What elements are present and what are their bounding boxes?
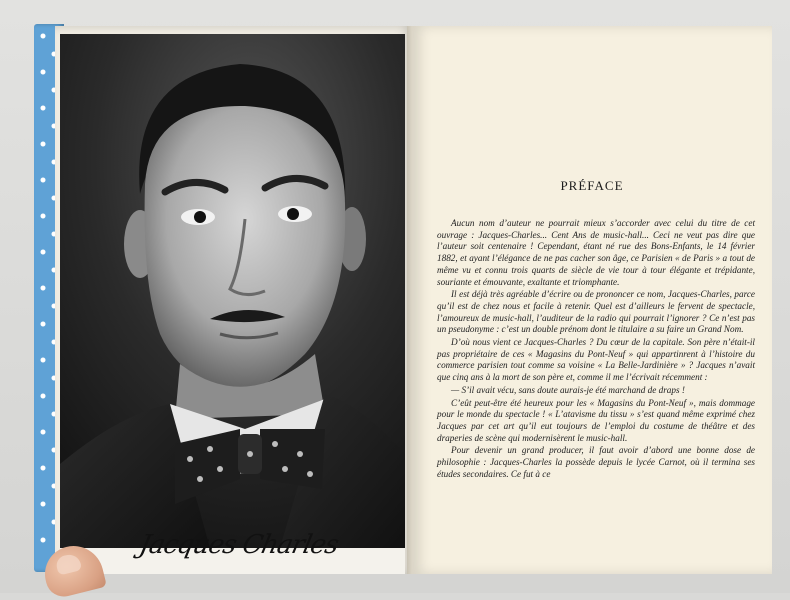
paragraph: Aucun nom d’auteur ne pourrait mieux s’accorder avec celui du titre de cet ouvrage : Jacques-Charles... Cent Ans de music-hall... Ceci ne veut pas dire que l’auteur soit centenaire ! Cependant, étant né rue des Bons-Enfants, le 14 février 1882, et ayant l’élégance de ne pas cacher son âge, ce Parisien « de Paris » a tout de même vu et connu trois quarts de siècle de vie tour à tour élégante et trépidante, souriante et émouvante, exaltante et triomphante. [437,218,755,287]
portrait-photo [60,34,405,548]
preface-title: PRÉFACE [560,178,624,193]
handwritten-signature: Jacques Charles [136,530,341,560]
open-book [55,26,772,574]
right-page [412,26,772,574]
paragraph: C’eût peut-être été heureux pour les « Magasins du Pont-Neuf », mais dommage pour le monde du spectacle ! « L’atavisme du tissu » s’est quand même exprimé chez Jacques par cet art qu’il eut toujours de l’emploi du costume de théâtre et des draperies de scène qui modernisèrent le music-hall. [437,397,755,443]
signature-strip [60,530,405,574]
paragraph: Il est déjà très agréable d’écrire ou de prononcer ce nom, Jacques-Charles, parce qu’il est de chez nous et facile à retenir. Quel est d’ailleurs le fervent de spectacle, l’amoureux de music-hall, l’auditeur de la radio qui pourrait l’ignorer ? Ce n’est pas un pseudonyme : c’est un double prénom dont le titulaire a su faire un Grand Nom. [437,289,755,335]
preface-text [437,218,755,481]
paragraph: Pour devenir un grand producer, il faut avoir d’abord une bonne dose de philosophie : Jacques-Charles la possède depuis le lycée Carnot, où il termina ses études secondaires. Ce fut à ce [437,445,755,479]
paragraph: — S’il avait vécu, sans doute aurais-je été marchand de draps ! [451,384,685,395]
left-page [55,26,412,574]
paragraph: D’où nous vient ce Jacques-Charles ? Du cœur de la capitale. Son père n’était-il pas propriétaire de ces « Magasins du Pont-Neuf » qui appartinrent à l’histoire du commerce parisien tout comme sa voisine « La Belle-Jardinière » ? Jacques n’avait que cinq ans à la mort de son père et, comme il me l’écrivait récemment : [437,337,755,383]
thumbnail-nail [55,552,83,575]
